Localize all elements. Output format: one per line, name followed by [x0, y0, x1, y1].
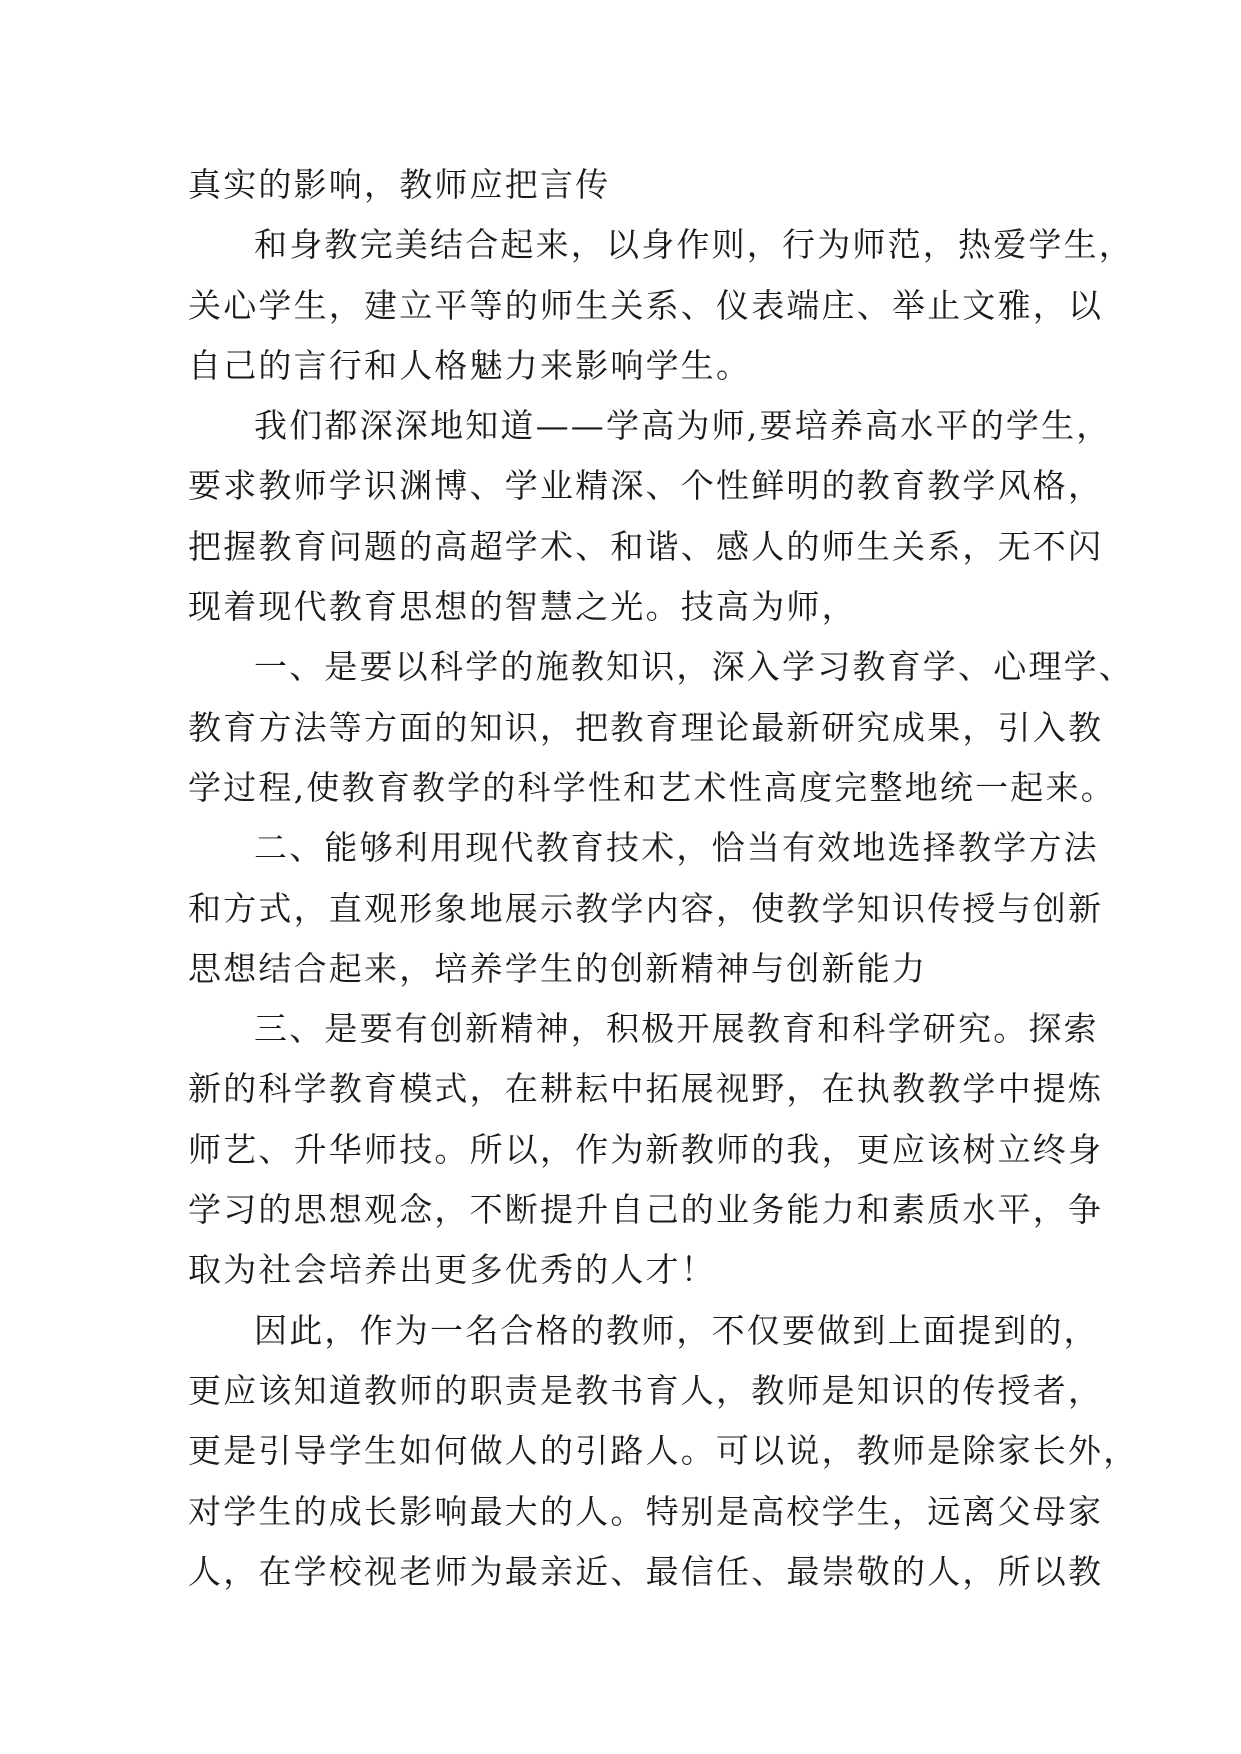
- text-line: 和方式，直观形象地展示教学内容，使教学知识传授与创新: [188, 888, 1104, 928]
- text-line: 一、是要以科学的施教知识，深入学习教育学、心理学、: [254, 647, 1134, 687]
- text-line: 新的科学教育模式，在耕耘中拓展视野，在执教教学中提炼: [188, 1069, 1104, 1109]
- paragraph-3: [188, 396, 1112, 637]
- text-line: 因此，作为一名合格的教师，不仅要做到上面提到的，: [254, 1310, 1099, 1350]
- text-line: 思想结合起来，培养学生的创新精神与创新能力: [188, 948, 928, 988]
- text-line: 取为社会培养出更多优秀的人才！: [188, 1250, 716, 1290]
- text-line: 师艺、升华师技。所以，作为新教师的我，更应该树立终身: [188, 1129, 1104, 1169]
- paragraph-1: [188, 155, 1048, 215]
- text-line: 教育方法等方面的知识，把教育理论最新研究成果，引入教: [188, 707, 1104, 747]
- text-line: 更应该知道教师的职责是教书育人，教师是知识的传授者，: [188, 1370, 1104, 1410]
- text-line: 对学生的成长影响最大的人。特别是高校学生，远离父母家: [188, 1491, 1104, 1531]
- text-line: 学过程,使教育教学的科学性和艺术性高度完整地统一起来。: [188, 767, 1116, 807]
- text-line: 把握教育问题的高超学术、和谐、感人的师生关系，无不闪: [188, 526, 1104, 566]
- document-body: [188, 155, 1139, 1602]
- text-line: 自己的言行和人格魅力来影响学生。: [188, 345, 752, 385]
- text-line: 二、能够利用现代教育技术，恰当有效地选择教学方法: [254, 828, 1099, 868]
- text-line: 要求教师学识渊博、学业精深、个性鲜明的教育教学风格，: [188, 466, 1104, 506]
- text-line: 人，在学校视老师为最亲近、最信任、最崇敬的人，所以教: [188, 1551, 1104, 1591]
- paragraph-4: [188, 637, 1134, 818]
- text-line: 学习的思想观念，不断提升自己的业务能力和素质水平，争: [188, 1190, 1104, 1230]
- paragraph-6: [188, 999, 1104, 1300]
- paragraph-5: [188, 818, 1104, 999]
- text-line: 真实的影响，教师应把言传: [188, 165, 611, 204]
- text-line: 更是引导学生如何做人的引路人。可以说，教师是除家长外，: [188, 1431, 1139, 1471]
- paragraph-2: [188, 215, 1134, 396]
- text-line: 三、是要有创新精神，积极开展教育和科学研究。探索: [254, 1009, 1099, 1049]
- text-line: 我们都深深地知道——学高为师,要培养高水平的学生，: [254, 406, 1112, 446]
- text-line: 现着现代教育思想的智慧之光。技高为师，: [188, 587, 857, 627]
- text-line: 和身教完美结合起来，以身作则，行为师范，热爱学生，: [254, 225, 1134, 265]
- text-line: 关心学生，建立平等的师生关系、仪表端庄、举止文雅，以: [188, 285, 1104, 325]
- paragraph-7: [188, 1301, 1139, 1602]
